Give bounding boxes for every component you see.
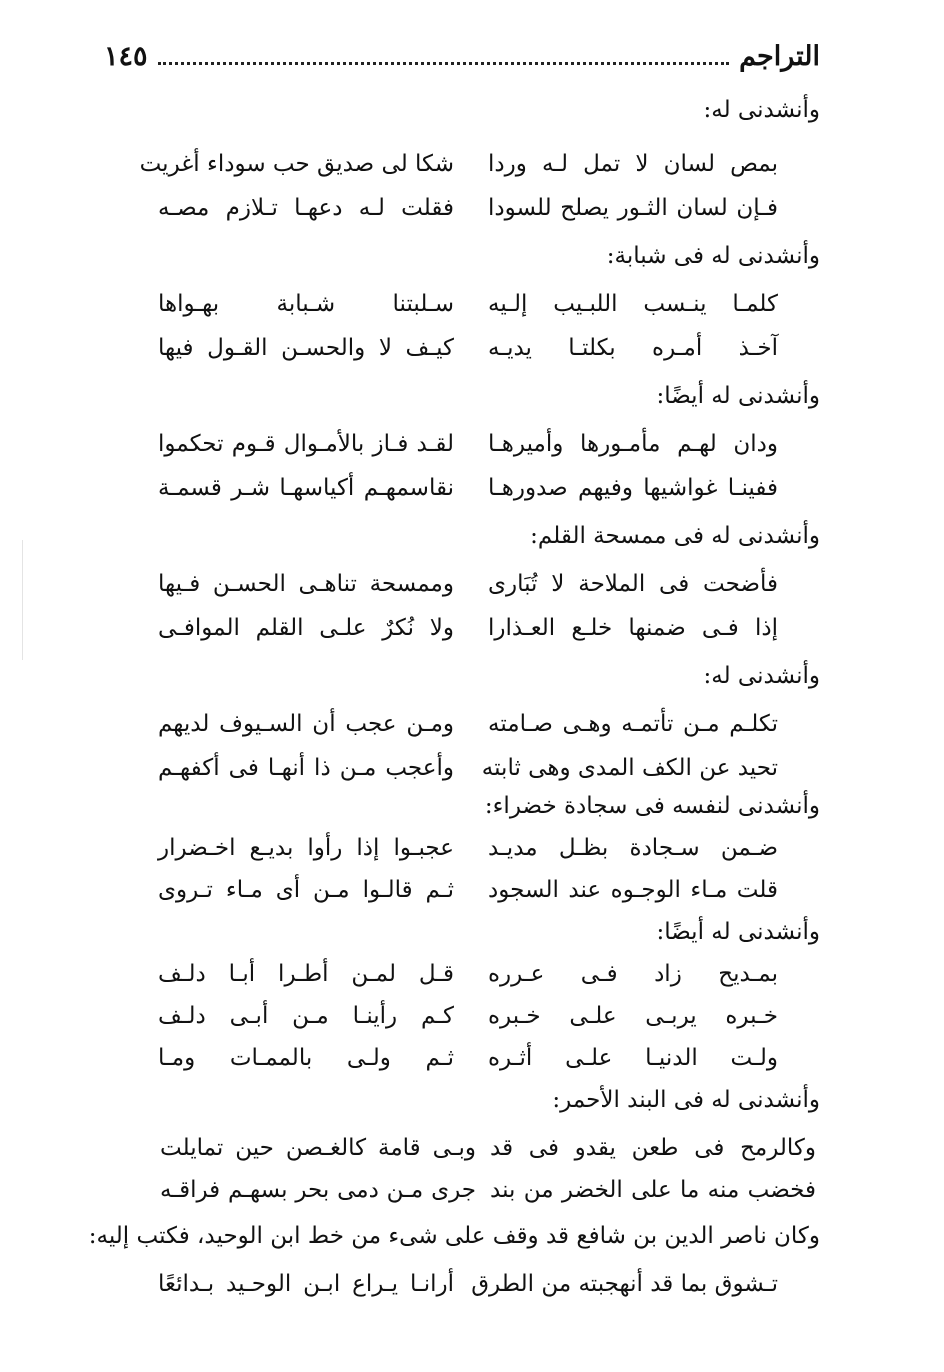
section-intro: وأنشدنى له فى شبابة: bbox=[606, 243, 820, 269]
verse-second-hemistich: فخضب منه ما على الخضر من بند bbox=[490, 1177, 816, 1203]
leader-dots bbox=[158, 48, 730, 65]
verse-first-hemistich: ثـم قالـوا مـن أى مـاء تـروى bbox=[158, 877, 454, 903]
verse-first-hemistich: فقلت لـه دعهـا تـلازم مصـه bbox=[158, 195, 454, 221]
verse-second-hemistich: ففينـا غواشيها وفيهم صدورهـا bbox=[488, 475, 778, 501]
verse-second-hemistich: وكالرمح فى طعن يقدو فى قد bbox=[490, 1135, 816, 1161]
running-title: التراجم bbox=[739, 40, 820, 72]
verse-second-hemistich: إذا فـى ضمنها خلـع العـذارا bbox=[488, 615, 778, 641]
verse-first-hemistich: وممسحة تناهـى الحسـن فـيها bbox=[158, 571, 454, 597]
verse-second-hemistich: بمص لسان لا تمل لـه وردا bbox=[488, 151, 778, 177]
verse-first-hemistich: أرانـا يـراع ابـن الوحـيد بـدائعًا bbox=[158, 1271, 454, 1297]
prose-paragraph: وكان ناصر الدين بن شافع قد وقف على شىء من خط ابن الوحيد، فكتب إليه: bbox=[88, 1223, 820, 1249]
verse-first-hemistich: كـم رأينـا مـن أبـى دلـف bbox=[158, 1003, 454, 1029]
verse-second-hemistich: كلمـا ينـسب اللبـيب إلـيه bbox=[488, 291, 778, 317]
verse-second-hemistich: تكلـم مـن تأتمـه وهـى صـامته bbox=[488, 711, 778, 737]
section-intro: وأنشدنى له أيضًا: bbox=[656, 919, 820, 945]
section-intro: وأنشدنى له فى ممسحة القلم: bbox=[530, 523, 820, 549]
verse-second-hemistich: فأضحت فى الملاحة لا تُبَارى bbox=[488, 571, 778, 597]
verse-first-hemistich: عجبـوا إذا رأوا بديـع اخـضرار bbox=[158, 835, 454, 861]
verse-second-hemistich: تـشوق بما قد أنهجبته من الطرق bbox=[471, 1271, 778, 1297]
section-intro: وأنشدنى له: bbox=[703, 97, 820, 123]
verse-first-hemistich: ولا نُكرٌ علـى القلم الموافـى bbox=[158, 615, 454, 641]
section-intro: وأنشدنى له فى البند الأحمر: bbox=[552, 1087, 820, 1113]
verse-second-hemistich: تحيد عن الكف المدى وهى ثابته bbox=[481, 755, 778, 781]
verse-first-hemistich: ومـن عجب أن السـيوف لديهم bbox=[158, 711, 454, 737]
section-intro: وأنشدنى له: bbox=[703, 663, 820, 689]
verse-second-hemistich: خـبره يربـى علـى خـبره bbox=[488, 1003, 778, 1029]
verse-second-hemistich: قلت مـاء الوجـوه عند السجود bbox=[488, 877, 778, 903]
verse-first-hemistich: لقـد فـاز بالأمـوال قـوم تحكموا bbox=[158, 431, 454, 457]
verse-first-hemistich: نقاسمهـم أكياسهـا شـر قسمـة bbox=[158, 475, 454, 501]
verse-first-hemistich: وأعجب مـن ذا أنهـا فى أكفهـم bbox=[158, 755, 454, 781]
scan-margin-line bbox=[22, 540, 23, 660]
verse-second-hemistich: آخـذ أمـره بكلتـا يديـه bbox=[488, 335, 778, 361]
verse-first-hemistich: وبـى قامة كالغـصن حين تمايلت bbox=[160, 1135, 476, 1161]
page-number: ١٤٥ bbox=[104, 40, 148, 72]
section-intro: وأنشدنى لنفسه فى سجادة خضراء: bbox=[484, 793, 820, 819]
running-head bbox=[104, 36, 820, 76]
verse-second-hemistich: ولـت الدنيـا علـى أثـره bbox=[488, 1045, 778, 1071]
verse-first-hemistich: جرى مـن دمى بحر بسهـم فراقـه bbox=[160, 1177, 476, 1203]
verse-first-hemistich: شكا لى صديق حب سوداء أغريت bbox=[139, 151, 454, 177]
verse-second-hemistich: فـإن لسان الثـور يصلح للسودا bbox=[488, 195, 778, 221]
verse-second-hemistich: ضـمن سـجادة بظـل مديـد bbox=[488, 835, 778, 861]
verse-second-hemistich: ودان لهـم مأمـورها وأميرهـا bbox=[488, 431, 778, 457]
section-intro: وأنشدنى له أيضًا: bbox=[656, 383, 820, 409]
verse-first-hemistich: كيـف لا والحسـن القـول فيها bbox=[158, 335, 454, 361]
verse-second-hemistich: بمـديح زاد فـى عـرره bbox=[488, 961, 778, 987]
verse-first-hemistich: قـل لمـن أطـرا أبـا دلـف bbox=[158, 961, 454, 987]
verse-first-hemistich: ثـم ولـى بالممـات ومـا bbox=[158, 1045, 454, 1071]
verse-first-hemistich: سـلبتنا شـبابة بهـواها bbox=[158, 291, 454, 317]
